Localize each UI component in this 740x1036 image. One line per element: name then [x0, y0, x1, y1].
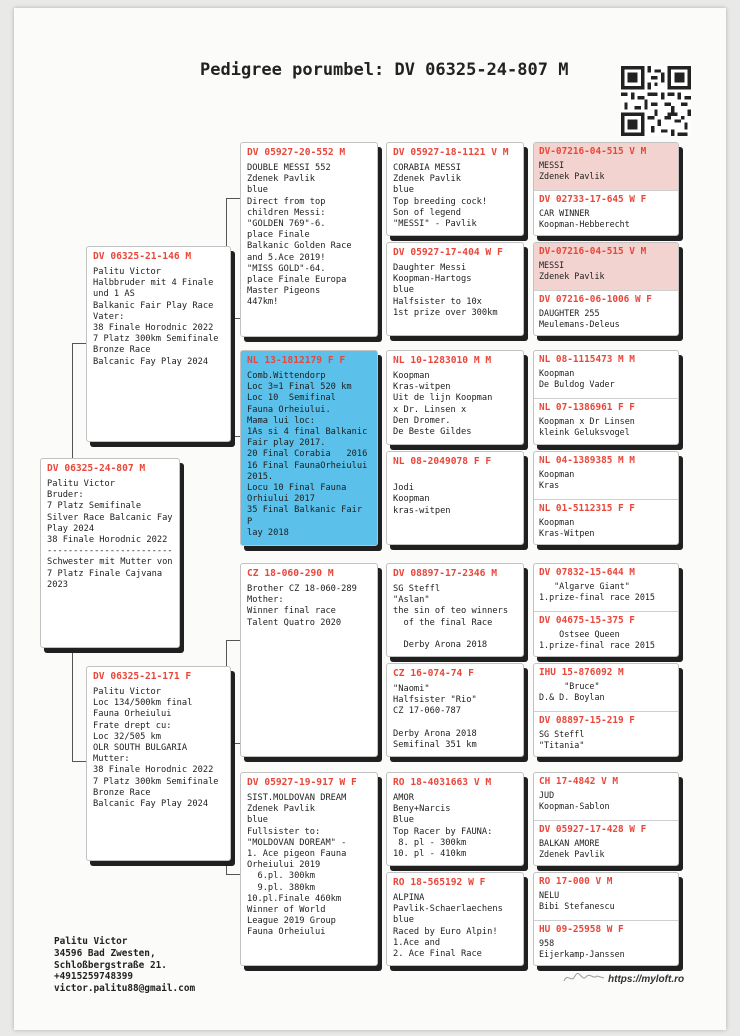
ring-number: DV 07832-15-644 M — [539, 567, 635, 578]
pigeon-card-gen4-pair[interactable] — [533, 663, 679, 757]
pigeon-entry[interactable] — [534, 612, 678, 657]
connector-line — [72, 645, 73, 761]
pigeon-entry[interactable] — [534, 564, 678, 611]
pigeon-info: Palitu Victor Halbbruder mit 4 Finale und 1 AS Balkanic Fair Play Race Vater: 38 Finale Horodnic 2022 7 Platz 300km Semifinale Bronze Race Balcanic Fay Play 2024 — [93, 267, 219, 367]
ring-number: DV 05927-20-552 M — [247, 147, 346, 158]
pigeon-info: JUD Koopman-Sablon — [539, 790, 610, 811]
pigeon-info: MESSI Zdenek Pavlik — [539, 160, 605, 181]
ring-number: RO 18-4031663 V M — [393, 777, 492, 788]
signature-icon — [562, 970, 606, 986]
ring-number: DV 05927-17-404 W F — [393, 247, 503, 258]
ring-number: RO 18-565192 W F — [393, 877, 486, 888]
pigeon-entry[interactable] — [534, 399, 678, 445]
pigeon-entry[interactable] — [534, 500, 678, 545]
pigeon-info: CAR WINNER Koopman-Hebberecht — [539, 208, 630, 229]
ring-number: NL 01-5112315 F F — [539, 503, 635, 514]
pigeon-entry-highlighted[interactable] — [534, 143, 678, 190]
ring-number: DV-07216-04-515 V M — [539, 146, 647, 157]
pigeon-card-gen4-pair[interactable] — [533, 142, 679, 236]
pigeon-info: Koopman De Buldog Vader — [539, 368, 615, 389]
pigeon-card-father[interactable] — [86, 246, 231, 442]
pigeon-entry[interactable] — [534, 773, 678, 820]
pigeon-card-gen2[interactable] — [240, 142, 378, 337]
pigeon-card-mother[interactable] — [86, 666, 231, 861]
pigeon-card-gen2[interactable] — [240, 772, 378, 966]
ring-number: NL 08-2049078 F F — [393, 456, 492, 467]
pigeon-info: Palitu Victor Loc 134/500km final Fauna Orheiului Frate drept cu: Loc 32/505 km OLR SOUTH BULGARIA Mutter: 38 Finale Horodnic 2022 7 Platz 300km Semifinale Bronze Race Balcanic Fay Play 2024 — [93, 687, 219, 810]
pigeon-info: SG Steffl "Aslan" the sin of teo winners of the final Race Derby Arona 2018 — [393, 584, 509, 651]
ring-number: NL 13-1812179 F F — [247, 355, 346, 366]
pigeon-card-gen3[interactable] — [386, 142, 524, 236]
pigeon-card-subject[interactable] — [40, 458, 180, 648]
website-link[interactable]: https://myloft.ro — [608, 974, 685, 985]
pigeon-info: Brother CZ 18-060-289 Mother: Winner final race Talent Quatro 2020 — [247, 584, 357, 628]
ring-number: HU 09-25958 W F — [539, 924, 624, 935]
pigeon-card-gen4-pair[interactable] — [533, 451, 679, 545]
pigeon-info: Comb.Wittendorp Loc 3=1 Final 520 km Loc 10 Semifinal Fauna Orheiului. Mama lui loc: 1As si 4 final Balkanic Fair play 2017. 20 Final Corabia 2016 16 Final FaunaOrheiului 2015. Locu 10 Final Fauna Orhiului 2017 35 Final Balkanic Fair P lay 2018 — [247, 371, 368, 538]
pedigree-sheet — [14, 8, 726, 1030]
connector-line — [226, 198, 240, 199]
pigeon-card-gen3[interactable] — [386, 872, 524, 966]
pigeon-info: "Bruce" D.& D. Boylan — [539, 681, 605, 702]
ring-number: CH 17-4842 V M — [539, 776, 619, 787]
connector-line — [72, 761, 86, 762]
pigeon-info: 958 Eijerkamp-Janssen — [539, 938, 625, 959]
ring-number: DV-07216-04-515 V M — [539, 246, 647, 257]
pigeon-info: DAUGHTER 255 Meulemans-Deleus — [539, 308, 620, 329]
pigeon-entry[interactable] — [534, 664, 678, 711]
pigeon-info: AMOR Beny+Narcis Blue Top Racer by FAUNA: 8. pl - 300km 10. pl - 410km — [393, 793, 493, 860]
connector-line — [226, 640, 240, 641]
pigeon-info: Palitu Victor Bruder: 7 Platz Semifinale Silver Race Balcanic Fay Play 2024 38 Finale Horodnic 2022 ------------------------ Schwester mit Mutter von 7 Platz Finale Cajvana 2023 — [47, 479, 173, 590]
pigeon-card-gen4-pair[interactable] — [533, 350, 679, 445]
pigeon-info: SIST.MOLDOVAN DREAM Zdenek Pavlik blue Fullsister to: "MOLDOVAN DOREAM" - 1. Ace pigeon Fauna Orheiului 2019 6.pl. 300km 9.pl. 380km 10.pl.Finale 460km Winner of World League 2019 Group Fauna Orheiului — [247, 793, 347, 938]
pigeon-entry-highlighted[interactable] — [534, 243, 678, 290]
pigeon-card-gen3[interactable] — [386, 663, 524, 757]
pigeon-info: Daughter Messi Koopman-Hartogs blue Halfsister to 10x 1st prize over 300km — [393, 263, 498, 318]
ring-number: DV 08897-17-2346 M — [393, 568, 497, 579]
owner-contact: Palitu Victor 34596 Bad Zwesten, Schloßbergstraße 21. +4915259748399 victor.palitu88@gmail.com — [54, 936, 196, 995]
pigeon-entry[interactable] — [534, 351, 678, 398]
ring-number: NL 10-1283010 M M — [393, 355, 492, 366]
pigeon-card-gen3[interactable] — [386, 563, 524, 657]
pigeon-info: Koopman Kras-witpen Uit de lijn Koopman x Dr. Linsen x Den Dromer. De Beste Gildes — [393, 371, 493, 438]
pigeon-entry[interactable] — [534, 452, 678, 499]
qr-code — [621, 66, 691, 136]
connector-line — [72, 343, 73, 460]
pigeon-info: "Algarve Giant" 1.prize-final race 2015 — [539, 581, 655, 602]
pigeon-info: DOUBLE MESSI 552 Zdenek Pavlik blue Direct from top children Messi: "GOLDEN 769"-6. place Finale Balkanic Golden Race and 5.Ace 2019! "MISS GOLD"-64. place Finale Europa Master Pigeons 447km! — [247, 163, 352, 308]
ring-number: DV 05927-18-1121 V M — [393, 147, 509, 158]
pigeon-entry[interactable] — [534, 921, 678, 966]
connector-line — [72, 343, 86, 344]
ring-number: CZ 18-060-290 M — [247, 568, 334, 579]
pigeon-entry[interactable] — [534, 712, 678, 757]
ring-number: DV 06325-21-171 F — [93, 671, 192, 682]
ring-number: DV 02733-17-645 W F — [539, 194, 647, 205]
pigeon-card-gen2-highlighted[interactable] — [240, 350, 378, 546]
pigeon-card-gen3[interactable] — [386, 451, 524, 545]
ring-number: RO 17-000 V M — [539, 876, 613, 887]
ring-number: CZ 16-074-74 F — [393, 668, 474, 679]
ring-number: DV 06325-21-146 M — [93, 251, 192, 262]
connector-line — [226, 874, 240, 875]
ring-number: IHU 15-876092 M — [539, 667, 624, 678]
ring-number: DV 07216-06-1006 W F — [539, 294, 652, 305]
pigeon-info: MESSI Zdenek Pavlik — [539, 260, 605, 281]
pigeon-card-gen4-pair[interactable] — [533, 242, 679, 336]
ring-number: NL 08-1115473 M M — [539, 354, 635, 365]
pigeon-info: Koopman Kras — [539, 469, 575, 490]
pigeon-info: Ostsee Queen 1.prize-final race 2015 — [539, 629, 655, 650]
pigeon-info: Koopman x Dr Linsen kleink Geluksvogel — [539, 416, 635, 437]
pigeon-card-gen4-pair[interactable] — [533, 772, 679, 866]
ring-number: DV 08897-15-219 F — [539, 715, 635, 726]
ring-number: DV 04675-15-375 F — [539, 615, 635, 626]
page-title: Pedigree porumbel: DV 06325-24-807 M — [200, 60, 569, 80]
pigeon-info: "Naomi" Halfsister "Rio" CZ 17-060-787 Derby Arona 2018 Semifinal 351 km — [393, 684, 477, 751]
pigeon-entry[interactable] — [534, 191, 678, 236]
pigeon-info: SG Steffl "Titania" — [539, 729, 585, 750]
ring-number: DV 06325-24-807 M — [47, 463, 146, 474]
pigeon-info: BALKAN AMORE Zdenek Pavlik — [539, 838, 605, 859]
pigeon-entry[interactable] — [534, 291, 678, 336]
pigeon-entry[interactable] — [534, 821, 678, 866]
pigeon-info: NELU Bibi Stefanescu — [539, 890, 615, 911]
pigeon-card-gen3[interactable] — [386, 242, 524, 336]
pigeon-info: CORABIA MESSI Zdenek Pavlik blue Top breeding cock! Son of legend "MESSI" - Pavlik — [393, 163, 488, 230]
ring-number: DV 05927-19-917 W F — [247, 777, 357, 788]
pigeon-info: Jodi Koopman kras-witpen — [393, 483, 451, 516]
pigeon-entry[interactable] — [534, 873, 678, 920]
pigeon-card-gen3[interactable] — [386, 350, 524, 445]
pigeon-card-gen4-pair[interactable] — [533, 872, 679, 966]
pigeon-card-gen4-pair[interactable] — [533, 563, 679, 657]
ring-number: NL 04-1389385 M M — [539, 455, 635, 466]
pigeon-card-gen2[interactable] — [240, 563, 378, 757]
pigeon-info: Koopman Kras-Witpen — [539, 517, 595, 538]
pigeon-card-gen3[interactable] — [386, 772, 524, 866]
ring-number: DV 05927-17-428 W F — [539, 824, 647, 835]
ring-number: NL 07-1386961 F F — [539, 402, 635, 413]
pigeon-info: ALPINA Pavlik-Schaerlaechens blue Raced by Euro Alpin! 1.Ace and 2. Ace Final Race — [393, 893, 503, 960]
